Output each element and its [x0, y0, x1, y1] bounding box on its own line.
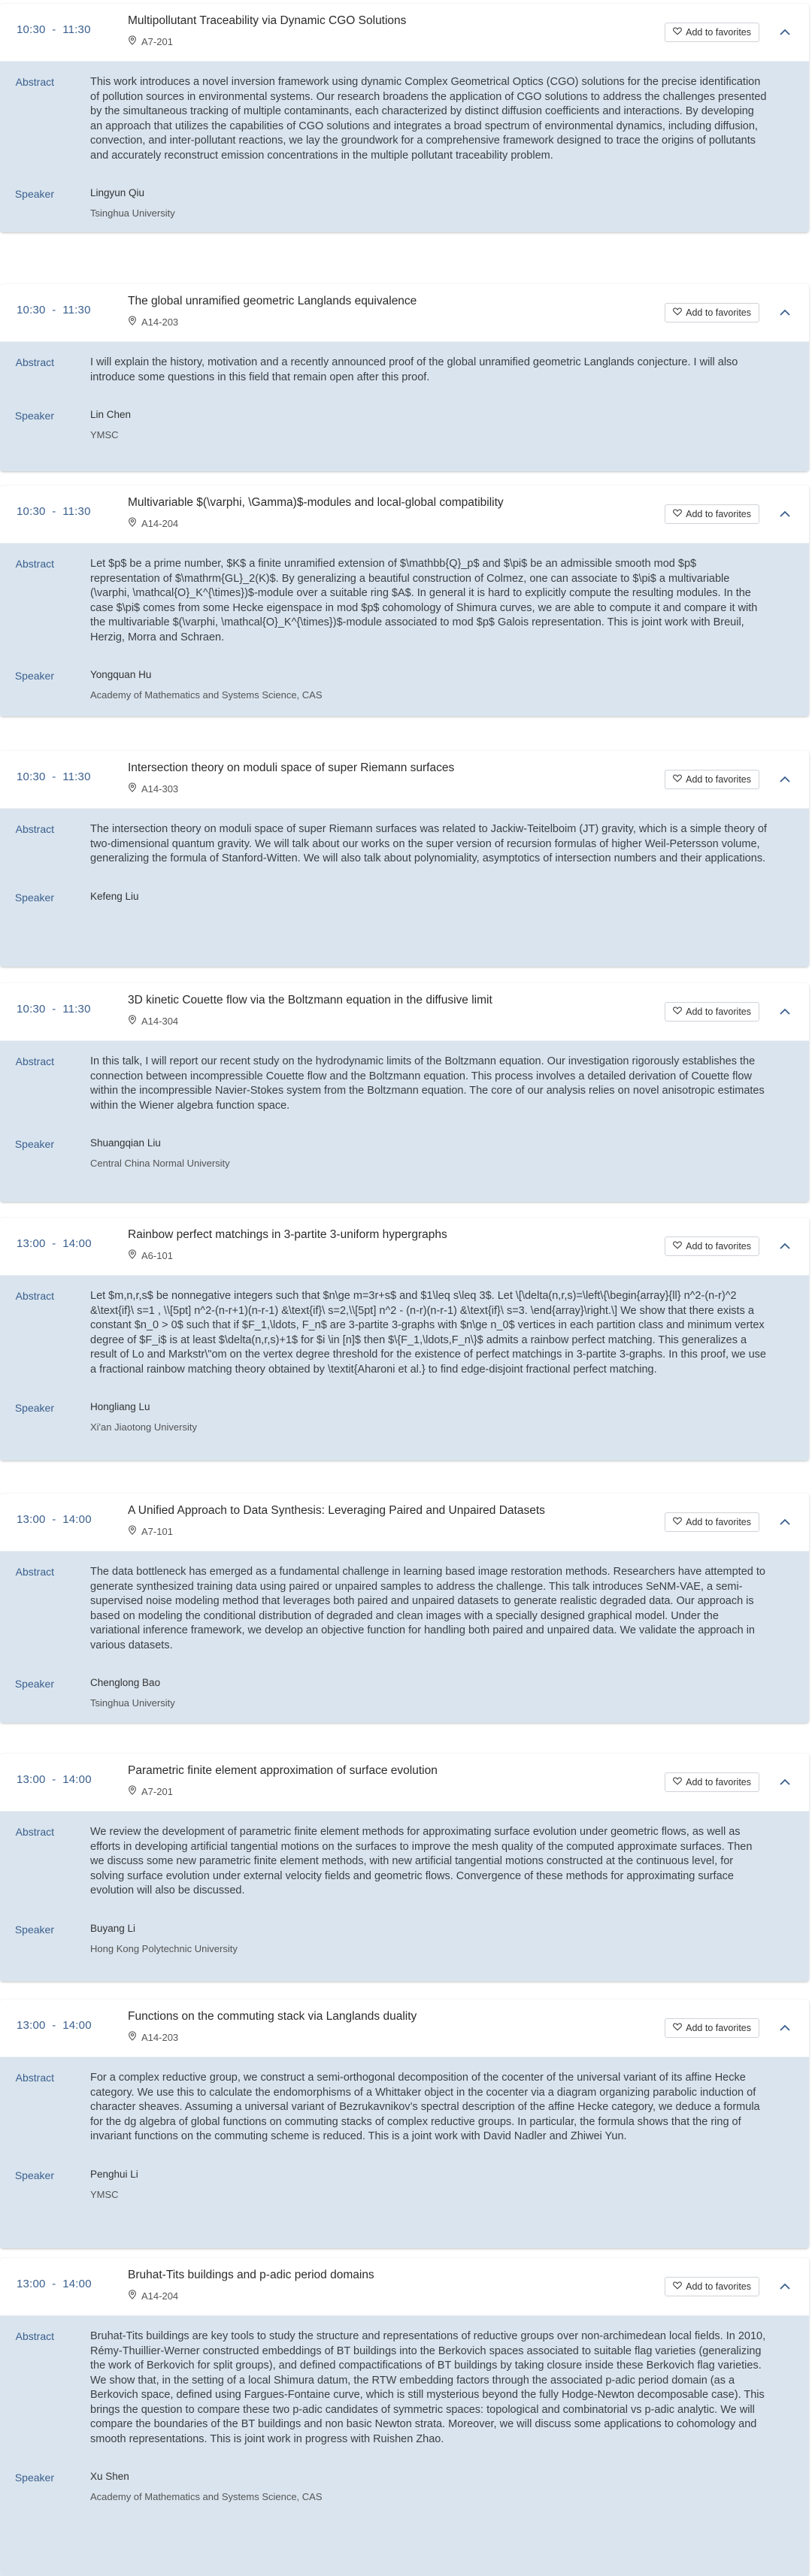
abstract-row — [0, 1565, 809, 1653]
favorite-label: Add to favorites — [686, 1006, 751, 1017]
talk-location — [128, 2290, 178, 2302]
abstract-label: Abstract — [15, 1055, 54, 1067]
room-label: A14-304 — [141, 1015, 179, 1027]
speaker-row — [0, 669, 809, 701]
abstract-label: Abstract — [15, 2330, 54, 2342]
speaker-row — [0, 1923, 809, 1954]
heart-icon — [673, 307, 682, 318]
speaker-info — [90, 1677, 175, 1709]
talk-details — [0, 1276, 809, 1461]
speaker-label: Speaker — [14, 1678, 54, 1690]
room-label: A7-201 — [141, 35, 173, 47]
talk-time: 10:30 - 11:30 — [17, 23, 91, 36]
speaker-label: Speaker — [14, 410, 54, 422]
speaker-info — [90, 891, 139, 911]
add-to-favorites-button[interactable] — [665, 1772, 759, 1792]
talk-title: Bruhat-Tits buildings and p-adic period domains — [128, 2269, 374, 2281]
collapse-chevron-up-icon[interactable] — [777, 507, 792, 522]
talk-time: 13:00 - 14:00 — [17, 1773, 92, 1786]
collapse-chevron-up-icon[interactable] — [777, 1775, 792, 1790]
talk-location — [128, 1249, 173, 1261]
heart-icon — [673, 1241, 682, 1252]
speaker-row — [0, 409, 809, 440]
location-pin-icon — [128, 517, 137, 529]
heart-icon — [673, 2023, 682, 2033]
talk-details — [0, 1812, 809, 1981]
talk-details — [0, 809, 809, 967]
abstract-text: In this talk, I will report our recent study on the hydrodynamic limits of the Boltzmann equation. Our investigation rigorously establishes the connection between incompressible Couette flow and the Boltzmann equation. This process involves a detailed derivation of Couette flow within the incompressible Navier-Stokes system from the Boltzmann equation. The core of our analysis relies on novel anisotropic estimates within the Wiener algebra function space. — [90, 1055, 765, 1112]
abstract-text: The data bottleneck has emerged as a fundamental challenge in learning based image restoration methods. Researchers have attempted to generate synthesized training data using paired or unpaired samples to address the challenge. This talk introduces SeNM-VAE, a semi-supervised noise modeling method that leverages both paired and unpaired datasets to generate realistic degraded data. Our approach is based on modeling the conditional distribution of degraded and clean images with a specially designed graphical model. Under the variational inference framework, we develop an objective function for handling both paired and unpaired data. We validate the approach in various datasets. — [90, 1566, 765, 1651]
speaker-name: Lin Chen — [90, 409, 132, 420]
abstract-text: Bruhat-Tits buildings are key tools to study the structure and representations of reductive groups over non-archimedean local fields. In 2010, Rémy-Thuillier-Werner constructed embeddings of BT buildings into the Berkovich spaces associated to suitable flag varieties (generalizing the work of Berkovich for split groups), and defined compactifications of BT buildings by taking closure inside these Berkovich flag varieties. We show that, in the setting of a local Shimura datum, the RTW embedding factors through the associated p-adic period domain (as a Berkovich space, defined using Fargues-Fontaine curve, which is still mysterious beyond the fully Hodge-Newton decomposable case). This brings the question to compare these two p-adic candidates of symmetric spaces: topological and combinatorial vs p-adic analytic. We will compare the boundaries of the BT buildings and non basic Newton strata. Moreover, we will discuss some applications to cohomology and smooth representations. This is joint work in progress with Ruishen Zhao. — [90, 2330, 766, 2445]
speaker-info — [90, 2471, 323, 2502]
speaker-affiliation: Central China Normal University — [90, 1158, 230, 1169]
talk-card — [0, 1494, 809, 1723]
abstract-row — [0, 2329, 809, 2447]
speaker-row — [0, 2169, 809, 2200]
abstract-text: Let $p$ be a prime number, $K$ a finite unramified extension of $\mathbb{Q}_p$ and $\pi$ be an admissible smooth mod $p$ representation of $\mathrm{GL}_2(K)$. By generalizing a beautiful construction of Colmez, one can associate to $\pi$ a multivariable (\varphi, \mathcal{O}_K^{\times})$-module over a suitable ring $A$. In general it is hard to explicitly compute the resulting modules. In the case $\pi$ comes from some Hecke eigenspace in mod $p$ cohomology of Shimura curves, we are able to compute it and compare it with the multivariable $(\varphi, \mathcal{O}_K^{\times})$-module associated to mod $p$ Galois representation. This is joint work with Breuil, Herzig, Morra and Schraen. — [90, 558, 758, 643]
speaker-info — [90, 187, 175, 219]
speaker-label: Speaker — [14, 670, 54, 682]
abstract-label: Abstract — [15, 558, 54, 570]
talk-time: 13:00 - 14:00 — [17, 1513, 92, 1526]
speaker-affiliation: Tsinghua University — [90, 1697, 175, 1709]
speaker-row — [0, 2471, 809, 2502]
favorite-label: Add to favorites — [686, 1777, 751, 1787]
talk-header[interactable] — [0, 1999, 809, 2057]
room-label: A7-201 — [141, 1785, 173, 1797]
collapse-chevron-up-icon[interactable] — [777, 2279, 792, 2294]
speaker-info — [90, 1923, 238, 1954]
speaker-name: Xu Shen — [90, 2471, 129, 2482]
speaker-row — [0, 1401, 809, 1433]
speaker-info — [90, 409, 131, 440]
speaker-row — [0, 1677, 809, 1709]
talk-details — [0, 62, 809, 232]
favorite-label: Add to favorites — [686, 1241, 751, 1252]
heart-icon — [673, 2281, 682, 2292]
speaker-affiliation: Academy of Mathematics and Systems Science, CAS — [90, 2491, 323, 2502]
talk-title: Parametric finite element approximation of surface evolution — [128, 1764, 438, 1777]
speaker-row — [0, 187, 809, 219]
talk-title: Rainbow perfect matchings in 3-partite 3-uniform hypergraphs — [128, 1228, 447, 1241]
talk-header[interactable] — [0, 1754, 809, 1812]
location-pin-icon — [128, 35, 137, 47]
abstract-text: Let $m,n,r,s$ be nonnegative integers such that $n\ge m=3r+s$ and $1\leq s\leq 3$. Let \[\delta(n,r,s)=\left\{\begin{array}{ll} n^2-(n-r)^2 &\text{if}\ s=1 , \\[5pt] n^2-(n-r+1)(n-r-1) &\text{if}\ s=2,\\[5pt] n^2 - (n-r)(n-r-1) &\text{if}\ s=3. \end{array}\right.\] We show that there exists a constant $n_0 > 0$ such that if $F_1,\ldots, F_n$ are 3-partite 3-graphs with $n\ge n_0$ vertices in each partition class and minimum vertex degree of $F_i$ is at least $\delta(n,r,s)+1$ for $i \in [n]$ then $\{F_1,\ldots,F_n\}$ admits a rainbow perfect matching. This generalizes a result of Lo and Markstr\"om on the vertex degree threshold for the existence of perfect matchings in 3-partite 3-graphs. In this proof, we use a fractional rainbow matching theory obtained by \textit{Aharoni et al.} to find edge-disjoint fractional perfect matching. — [90, 1290, 766, 1376]
talk-header[interactable] — [0, 2258, 809, 2316]
add-to-favorites-button[interactable] — [665, 770, 759, 789]
room-label: A14-204 — [141, 2290, 179, 2302]
favorite-label: Add to favorites — [686, 27, 751, 38]
speaker-label: Speaker — [14, 1923, 54, 1936]
room-label: A6-101 — [141, 1249, 173, 1261]
speaker-name: Penghui Li — [90, 2168, 138, 2180]
speaker-row — [0, 891, 809, 911]
talk-location — [128, 517, 178, 529]
add-to-favorites-button[interactable] — [665, 2277, 759, 2296]
talk-location — [128, 782, 178, 795]
room-label: A7-101 — [141, 1525, 173, 1537]
talk-header[interactable] — [0, 1218, 809, 1276]
abstract-label: Abstract — [15, 1826, 54, 1838]
talk-location — [128, 1525, 173, 1537]
location-pin-icon — [128, 2290, 137, 2302]
room-label: A14-203 — [141, 2031, 179, 2043]
collapse-chevron-up-icon[interactable] — [777, 1004, 792, 1019]
abstract-text: We review the development of parametric finite element methods for approximating surface evolution under geometric flows, as well as efforts in developing artificial tangential motions on the surfaces to improve the mesh quality of the computed approximate surfaces. Then we discuss some new parametric finite element methods, with new artificial tangential motions constructed at the continuous level, for solving surface evolution under external velocity fields and geometric flows. Convergence of these methods for approximating surface evolution will also be discussed. — [90, 1826, 753, 1896]
speaker-label: Speaker — [14, 188, 54, 200]
talk-card — [0, 1999, 809, 2248]
abstract-text: I will explain the history, motivation and a recently announced proof of the global unramified geometric Langlands conjecture. I will also introduce some questions in this field that remain open after this proof. — [90, 356, 738, 383]
room-label: A14-204 — [141, 517, 179, 529]
abstract-label: Abstract — [15, 1566, 54, 1578]
collapse-chevron-up-icon[interactable] — [777, 305, 792, 320]
location-pin-icon — [128, 1015, 137, 1027]
favorite-label: Add to favorites — [686, 1517, 751, 1527]
heart-icon — [673, 27, 682, 38]
location-pin-icon — [128, 316, 137, 328]
speaker-affiliation: Tsinghua University — [90, 207, 175, 219]
talk-title: Multipollutant Traceability via Dynamic CGO Solutions — [128, 14, 407, 27]
talk-title: Functions on the commuting stack via Langlands duality — [128, 2010, 417, 2023]
speaker-info — [90, 2169, 138, 2200]
abstract-row — [0, 822, 809, 867]
speaker-name: Buyang Li — [90, 1922, 136, 1934]
location-pin-icon — [128, 2031, 137, 2043]
collapse-chevron-up-icon[interactable] — [777, 772, 792, 787]
talk-details — [0, 543, 809, 716]
favorite-label: Add to favorites — [686, 307, 751, 318]
abstract-row — [0, 1289, 809, 1377]
abstract-label: Abstract — [15, 1290, 54, 1302]
abstract-row — [0, 75, 809, 163]
heart-icon — [673, 1777, 682, 1787]
location-pin-icon — [128, 782, 137, 795]
talk-time: 10:30 - 11:30 — [17, 770, 91, 783]
room-label: A14-303 — [141, 782, 179, 795]
talk-title: Intersection theory on moduli space of super Riemann surfaces — [128, 761, 455, 774]
speaker-affiliation: Xi'an Jiaotong University — [90, 1421, 197, 1433]
add-to-favorites-button[interactable] — [665, 2018, 759, 2038]
talk-location — [128, 1015, 178, 1027]
abstract-text: The intersection theory on moduli space of super Riemann surfaces was related to Jackiw-Teitelboim (JT) gravity, which is a simple theory of two-dimensional quantum gravity. We will talk about our works on the super version of recursion formulas of higher Weil-Petersson volume, generalizing the formula of Stanford-Witten. We will also talk about polynomiality, asymptotics of intersection numbers and their applications. — [90, 823, 767, 864]
collapse-chevron-up-icon[interactable] — [777, 25, 792, 40]
speaker-name: Chenglong Bao — [90, 1677, 161, 1688]
speaker-label: Speaker — [14, 2472, 54, 2484]
abstract-row — [0, 2071, 809, 2145]
favorite-label: Add to favorites — [686, 774, 751, 785]
speaker-label: Speaker — [14, 1402, 54, 1414]
collapse-chevron-up-icon[interactable] — [777, 1239, 792, 1254]
speaker-info — [90, 1137, 230, 1169]
talk-details — [0, 342, 809, 471]
abstract-text: This work introduces a novel inversion framework using dynamic Complex Geometrical Optics (CGO) solutions for the precise identification of pollution sources in environmental systems. Our research broadens the application of CGO solutions to address the challenges presented by the simultaneous tracking of multiple contaminants, each characterized by distinct diffusion coefficients and interactions. By developing an approach that utilizes the capabilities of CGO solutions and integrates a broad spectrum of environmental dynamics, including diffusion, convection, and inter-pollutant reactions, we lay the groundwork for a comprehensive framework designed to trace the origins of pollutants and accurately reconstruct emission concentrations in the multiple pollutant traceability problem. — [90, 76, 767, 162]
talk-header[interactable] — [0, 486, 809, 543]
talk-title: Multivariable $(\varphi, \Gamma)$-modules and local-global compatibility — [128, 496, 504, 509]
speaker-info — [90, 669, 323, 701]
talk-time: 13:00 - 14:00 — [17, 2019, 92, 2032]
add-to-favorites-button[interactable] — [665, 1002, 759, 1022]
abstract-row — [0, 1055, 809, 1113]
speaker-affiliation: Academy of Mathematics and Systems Science, CAS — [90, 689, 323, 701]
speaker-affiliation: YMSC — [90, 429, 119, 440]
add-to-favorites-button[interactable] — [665, 23, 759, 42]
abstract-label: Abstract — [15, 823, 54, 835]
talk-card — [0, 4, 809, 232]
speaker-name: Shuangqian Liu — [90, 1137, 161, 1149]
talk-location — [128, 35, 173, 47]
talk-header[interactable] — [0, 983, 809, 1041]
talk-time: 10:30 - 11:30 — [17, 304, 91, 316]
speaker-affiliation: Hong Kong Polytechnic University — [90, 1942, 238, 1954]
talk-location — [128, 2031, 178, 2043]
talk-time: 10:30 - 11:30 — [17, 505, 91, 518]
room-label: A14-203 — [141, 316, 179, 328]
abstract-label: Abstract — [15, 76, 54, 88]
add-to-favorites-button[interactable] — [665, 1237, 759, 1256]
abstract-label: Abstract — [15, 356, 54, 368]
talk-details — [0, 1041, 809, 1202]
collapse-chevron-up-icon[interactable] — [777, 1515, 792, 1530]
talk-card — [0, 284, 809, 471]
talk-details — [0, 1551, 809, 1723]
speaker-name: Kefeng Liu — [90, 890, 139, 902]
talk-title: A Unified Approach to Data Synthesis: Leveraging Paired and Unpaired Datasets — [128, 1504, 545, 1517]
location-pin-icon — [128, 1249, 137, 1261]
talk-header[interactable] — [0, 751, 809, 809]
talk-location — [128, 1785, 173, 1797]
talk-card — [0, 486, 809, 716]
talk-details — [0, 2316, 809, 2576]
abstract-row — [0, 557, 809, 645]
add-to-favorites-button[interactable] — [665, 303, 759, 322]
favorite-label: Add to favorites — [686, 509, 751, 519]
location-pin-icon — [128, 1525, 137, 1537]
favorite-label: Add to favorites — [686, 2023, 751, 2033]
talk-details — [0, 2057, 809, 2248]
add-to-favorites-button[interactable] — [665, 504, 759, 524]
talk-title: The global unramified geometric Langlands equivalence — [128, 295, 417, 307]
speaker-label: Speaker — [14, 891, 54, 904]
talk-location — [128, 316, 178, 328]
heart-icon — [673, 1006, 682, 1017]
favorite-label: Add to favorites — [686, 2281, 751, 2292]
speaker-info — [90, 1401, 197, 1433]
talk-card — [0, 751, 809, 967]
heart-icon — [673, 774, 682, 785]
abstract-row — [0, 1825, 809, 1899]
talk-header[interactable] — [0, 1494, 809, 1551]
talk-header[interactable] — [0, 4, 809, 62]
abstract-row — [0, 356, 809, 385]
talk-title: 3D kinetic Couette flow via the Boltzmann equation in the diffusive limit — [128, 994, 492, 1006]
talk-header[interactable] — [0, 284, 809, 342]
talk-card — [0, 1218, 809, 1461]
talk-time: 13:00 - 14:00 — [17, 1237, 92, 1250]
heart-icon — [673, 509, 682, 519]
talk-card — [0, 2258, 809, 2576]
collapse-chevron-up-icon[interactable] — [777, 2021, 792, 2036]
speaker-label: Speaker — [14, 1138, 54, 1150]
speaker-row — [0, 1137, 809, 1169]
speaker-affiliation: YMSC — [90, 2188, 119, 2200]
abstract-label: Abstract — [15, 2072, 54, 2084]
abstract-text: For a complex reductive group, we construct a semi-orthogonal decomposition of the cocenter of the universal variant of its affine Hecke category. We use this to calculate the endomorphisms of a Whittaker object in the cocenter via a diagram organizing parabolic induction of character sheaves. Assuming a universal variant of Bezrukavnikov’s spectral description of the affine Hecke category, we deduce a formula for the dg algebra of global functions on commuting stacks of complex reductive groups. In particular, the formula shows that the ring of invariant functions on the commuting scheme is reduced. This is a joint work with David Nadler and Zhiwei Yun. — [90, 2072, 760, 2142]
location-pin-icon — [128, 1785, 137, 1797]
speaker-name: Lingyun Qiu — [90, 187, 145, 198]
talk-card — [0, 1754, 809, 1981]
heart-icon — [673, 1517, 682, 1527]
speaker-name: Yongquan Hu — [90, 669, 152, 680]
talk-card — [0, 983, 809, 1202]
add-to-favorites-button[interactable] — [665, 1512, 759, 1532]
speaker-label: Speaker — [14, 2169, 54, 2181]
talk-time: 13:00 - 14:00 — [17, 2278, 92, 2290]
talk-time: 10:30 - 11:30 — [17, 1003, 91, 1016]
speaker-name: Hongliang Lu — [90, 1401, 150, 1412]
